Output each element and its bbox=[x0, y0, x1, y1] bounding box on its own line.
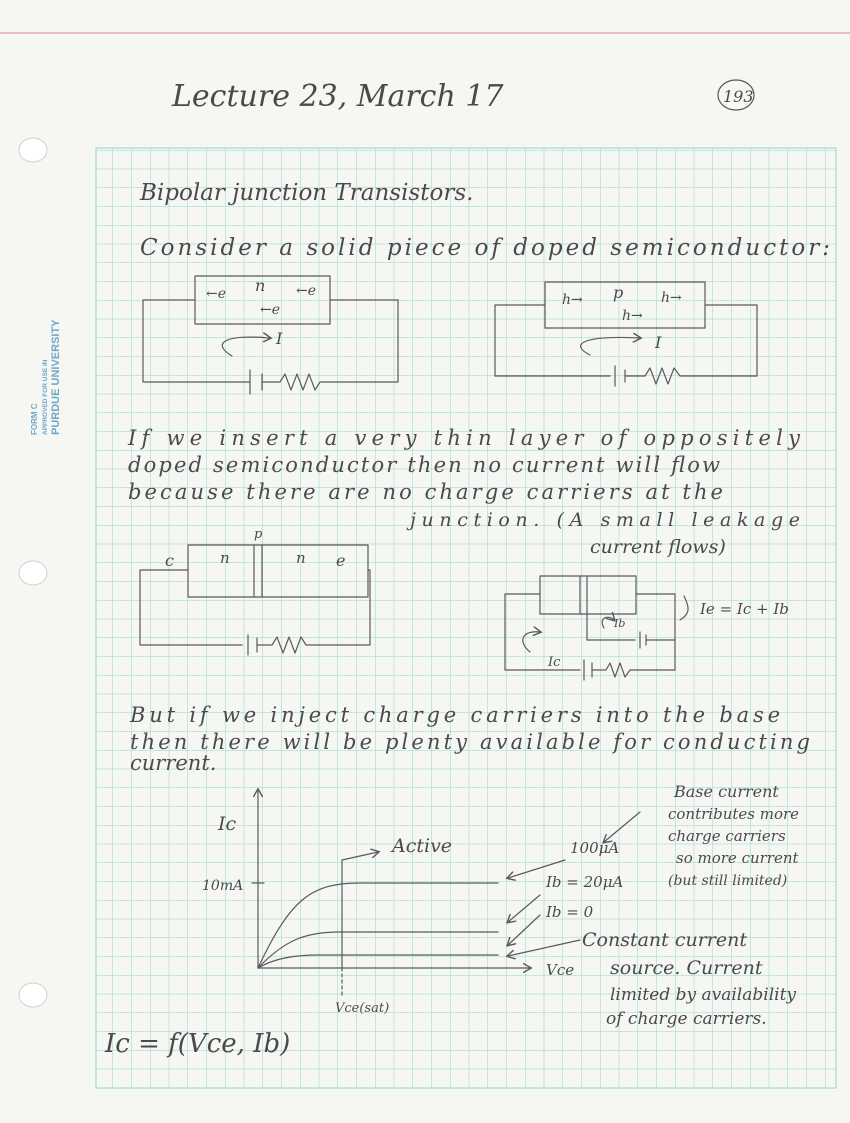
para1-line2: doped semiconductor then no current will flow bbox=[128, 453, 720, 477]
n-label: n bbox=[220, 549, 230, 567]
ib-100ua-label: 100μA bbox=[570, 839, 620, 857]
p-label: p bbox=[254, 527, 263, 542]
current-label: I bbox=[276, 329, 283, 348]
section-heading: Bipolar junction Transistors. bbox=[140, 180, 474, 206]
ic-label: Ic bbox=[548, 655, 561, 670]
emitter-label: e bbox=[336, 551, 346, 570]
base-note-line5: (but still limited) bbox=[668, 873, 788, 889]
active-region-label: Active bbox=[392, 835, 453, 857]
para1-line4: junction. (A small leakage bbox=[410, 509, 800, 531]
para2-line3: current. bbox=[130, 751, 217, 775]
hole-label: h→ bbox=[622, 308, 643, 324]
ib-label: Ib bbox=[614, 617, 626, 630]
const-note-line4: of charge carriers. bbox=[606, 1009, 767, 1029]
const-note-line1: Constant current bbox=[582, 929, 747, 951]
const-note-line3: limited by availability bbox=[610, 985, 797, 1005]
electron-label: ←e bbox=[296, 283, 317, 299]
form-label-line2: APPROVED FOR USE IN bbox=[42, 359, 49, 435]
page-number: 193 bbox=[723, 87, 754, 106]
electron-label: ←e bbox=[260, 302, 281, 318]
base-note-line1: Base current bbox=[674, 782, 779, 801]
n-label: n bbox=[296, 549, 306, 567]
ib-zero-label: Ib = 0 bbox=[546, 903, 594, 921]
para1-line3: because there are no charge carriers at the bbox=[128, 480, 723, 504]
x-axis-label: Vce bbox=[546, 961, 575, 979]
p-label: p bbox=[613, 283, 624, 302]
formula: Ic = f(Vce, Ib) bbox=[105, 1029, 291, 1059]
base-note-line3: charge carriers bbox=[668, 827, 786, 845]
base-note-line4: so more current bbox=[676, 849, 799, 867]
punch-hole bbox=[19, 138, 47, 162]
hole-label: h→ bbox=[562, 292, 583, 308]
punch-hole bbox=[19, 983, 47, 1007]
collector-label: c bbox=[165, 551, 174, 570]
hole-label: h→ bbox=[661, 290, 682, 306]
punch-hole bbox=[19, 561, 47, 585]
para2-line1: But if we inject charge carriers into the base bbox=[130, 703, 780, 727]
y-axis-label: Ic bbox=[218, 813, 237, 835]
page-title: Lecture 23, March 17 bbox=[172, 79, 504, 114]
para1-line1: If we insert a very thin layer of oppositely bbox=[128, 426, 801, 450]
electron-label: ←e bbox=[206, 286, 227, 302]
base-note-line2: contributes more bbox=[668, 805, 800, 823]
para2-line2: then there will be plenty available for conducting bbox=[130, 730, 810, 754]
form-label-line1: FORM C bbox=[30, 403, 39, 435]
current-label: I bbox=[655, 333, 662, 352]
vsat-label: Vce(sat) bbox=[335, 1001, 390, 1016]
consider-line: Consider a solid piece of doped semiconductor: bbox=[140, 235, 830, 261]
const-note-line2: source. Current bbox=[610, 957, 763, 979]
ie-equation: Ie = Ic + Ib bbox=[700, 600, 789, 618]
ib-20ua-label: Ib = 20μA bbox=[546, 873, 624, 891]
form-label-line3: PURDUE UNIVERSITY bbox=[50, 319, 62, 435]
para1-line5: current flows) bbox=[590, 536, 726, 558]
n-label: n bbox=[255, 276, 266, 295]
ten-ma-tick-label: 10mA bbox=[202, 878, 244, 894]
